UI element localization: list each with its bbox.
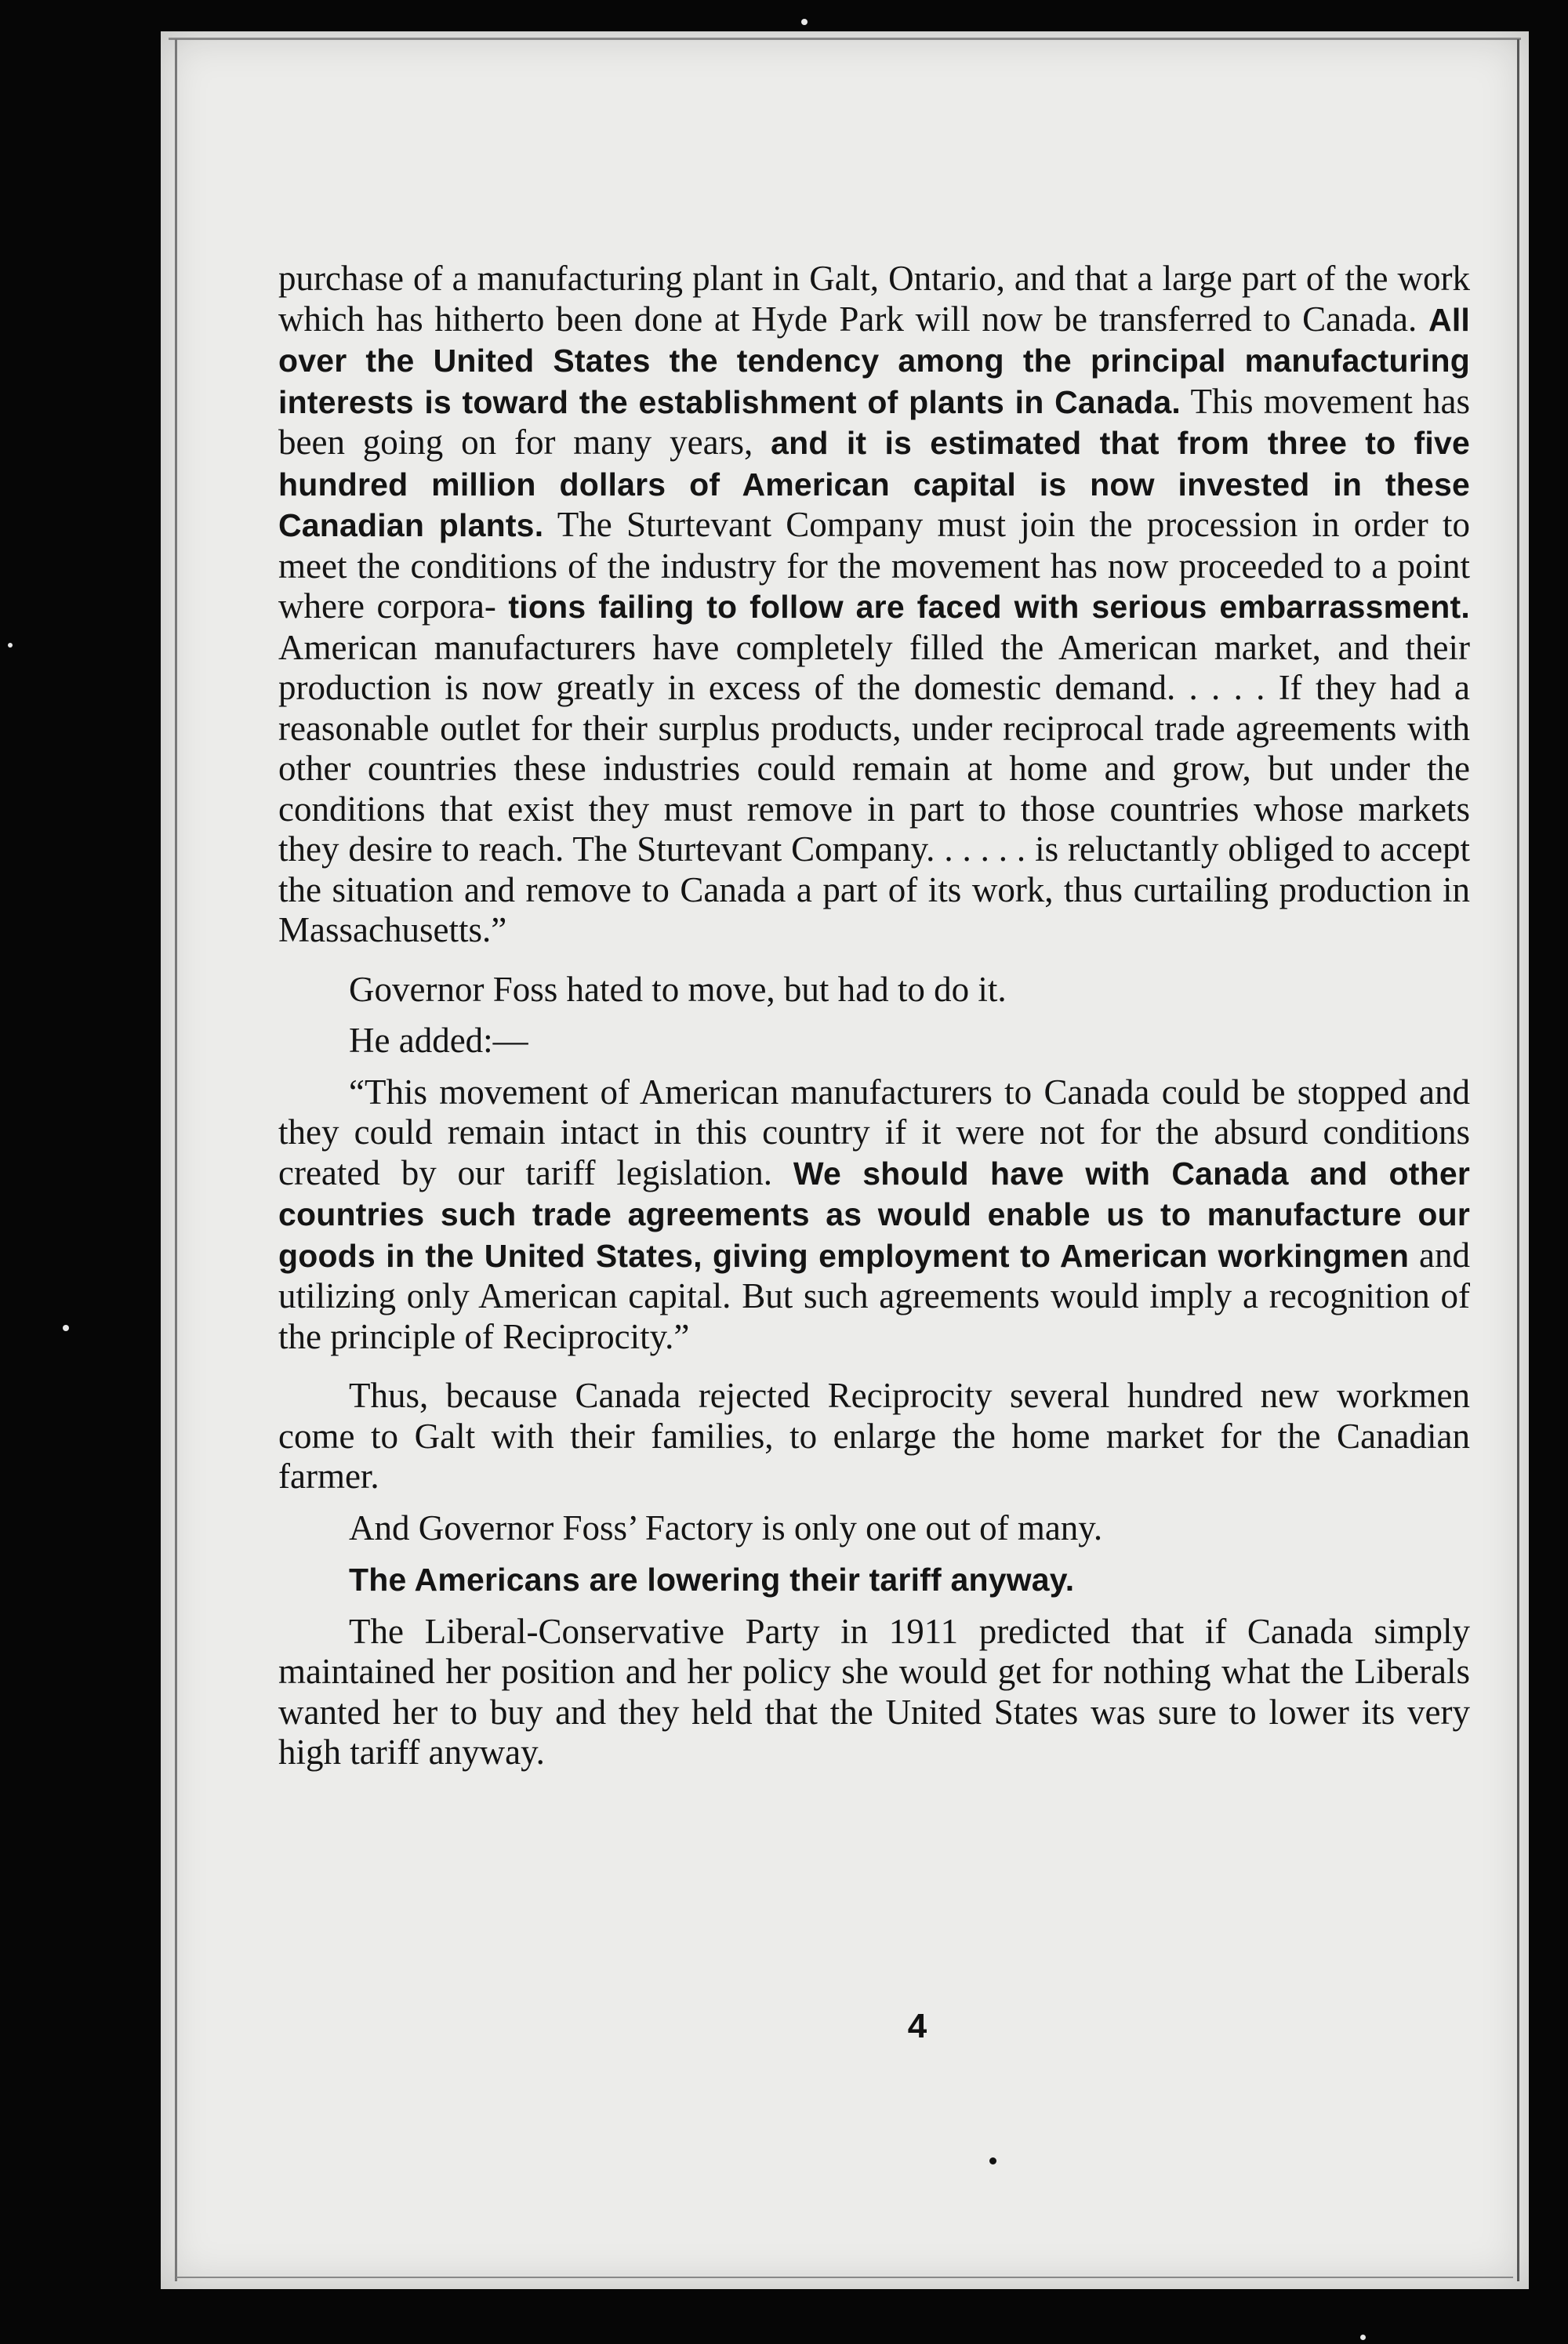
- text-line: Hyde Park will now be transferred to Canada.: [751, 299, 1417, 339]
- text-run: This movement has been going on for many years,: [278, 381, 1470, 462]
- paragraph-one-of-many: And Governor Foss’ Factory is only one out of many.: [349, 1508, 1103, 1548]
- paragraph-quote-continued: [278, 259, 1470, 951]
- text-run: and utilizing only American capital. But such agreements would imply a recognition of the principle of Reciprocity.”: [278, 1235, 1470, 1356]
- page-right-edge: [1517, 39, 1519, 2281]
- body-text: [278, 259, 1470, 1773]
- text-run: The Sturtevant Company must join the procession in order to meet the conditions of the industry for the movement has now proceeded to a point where corpora-: [278, 505, 1471, 626]
- bold-text: The Americans are lowering their tariff anyway.: [349, 1562, 1075, 1598]
- heading-lowering-tariff: [278, 1559, 1470, 1601]
- bold-text: We should have with Canada and other countries such trade agreements as would enable us to manufacture our goods in the United States, giving employment to American workingmen: [278, 1155, 1470, 1274]
- page-bottom-edge: [176, 2277, 1513, 2278]
- bold-text: tions failing to follow are faced with serious embarrassment.: [508, 589, 1470, 625]
- text-run: “This movement of American manufacturers to Canada could be stopped and they could remain intact in this country if it were not for the absurd conditions created by our tariff legislation.: [278, 1072, 1470, 1192]
- text-run: American manufacturers have completely filled the American market, and their production is now greatly in excess of the domestic demand. . . . . If they had a reasonable outlet for their surplus products, under reciprocal trade agreements with other countries these industries could remain at home and grow, but under the conditions that exist they must remove in part to those countries whose markets they desire to reach. The Sturtevant Company. . . . . . is reluctantly obliged to accept the situation and remove to Canada a part of its work, thus curtailing production in Massachusetts.”: [278, 627, 1470, 949]
- scan-speck: [1360, 2335, 1366, 2340]
- scan-speck: [63, 1325, 69, 1331]
- paragraph-he-added: He added:—: [349, 1021, 528, 1060]
- scan-speck: [801, 19, 808, 25]
- text-line: purchase of a manufacturing plant in Galt, Ontario, and that: [278, 259, 1128, 298]
- paragraph-galt-workmen: Thus, because Canada rejected Reciprocity several hundred new workmen come to Galt with their families, to enlarge the home market for the Canadian farmer.: [278, 1376, 1470, 1496]
- bold-text: All over the United States the tendency among the principal manufacturing interests is toward the establishment of plants in Canada.: [278, 301, 1471, 420]
- paragraph-foss-quote: [278, 1072, 1470, 1358]
- paragraph-prediction-1911: The Liberal-Conservative Party in 1911 predicted that if Canada simply maintained her position and her policy she would get for nothing what the Liberals wanted her to buy and they held that the United States was sure to lower its very high tariff anyway.: [278, 1611, 1470, 1772]
- scan-speck: [8, 643, 13, 648]
- paragraph-governor-moved: Governor Foss hated to move, but had to do it.: [349, 969, 1007, 1009]
- page-number: 4: [907, 2007, 927, 2045]
- text-line: a large part of the work which has hitherto been done at: [278, 259, 1470, 339]
- page-top-edge: [169, 38, 1521, 40]
- bold-text: and it is estimated that from three to five hundred million dollars of American capital is now invested in these Canadian plants.: [278, 425, 1470, 543]
- page-left-edge: [175, 39, 177, 2281]
- ink-dot: [989, 2157, 996, 2164]
